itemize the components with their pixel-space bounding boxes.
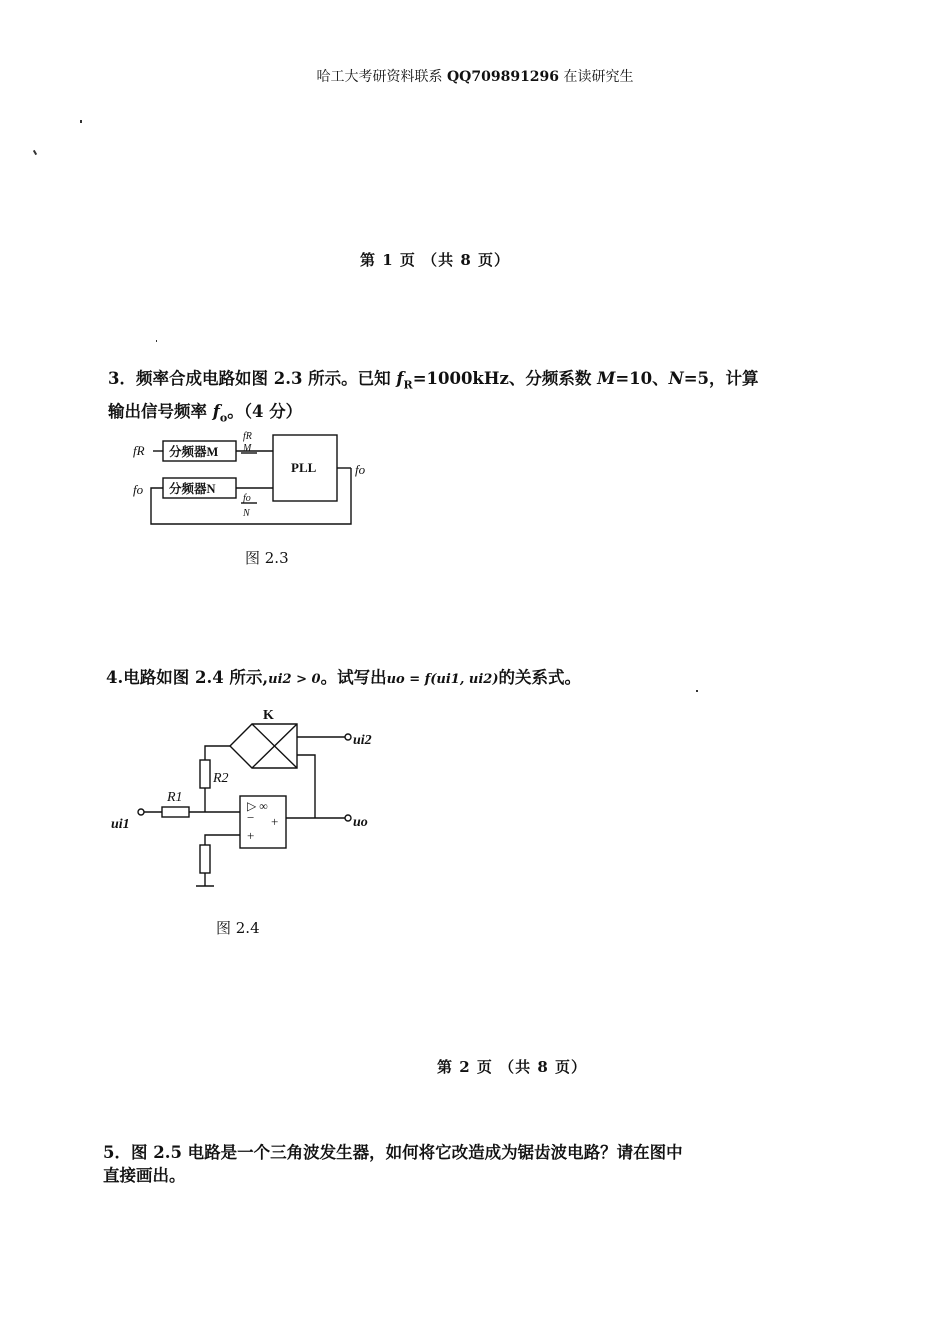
fr-input-label: fR	[133, 443, 145, 458]
frac-bot-numerator: fo	[243, 493, 251, 504]
ground-resistor	[200, 845, 210, 873]
divider-n-label: 分频器N	[169, 482, 216, 496]
q3-text-d: =5，计算	[683, 369, 759, 388]
divider-m-label: 分频器M	[169, 445, 219, 459]
header-prefix: 哈工大考研资料联系	[316, 69, 447, 85]
q3-text-b: =1000kHz、分频系数	[412, 369, 598, 388]
q3-line2-text-a: 输出信号频率	[108, 402, 213, 421]
ui1-label: ui1	[111, 817, 130, 832]
header-suffix: 在读研究生	[559, 69, 634, 85]
figure-2-3-diagram	[125, 420, 395, 532]
feedback-wire	[151, 468, 351, 524]
resistor-r1	[162, 807, 189, 817]
page-header	[0, 66, 950, 86]
scan-speck	[696, 690, 698, 692]
q3-fo-symbol: f	[212, 402, 220, 421]
fo-output-label: fo	[355, 462, 366, 477]
frac-bot-denominator: N	[243, 508, 250, 519]
q3-m-symbol: M	[597, 369, 616, 388]
q3-n-symbol: N	[668, 369, 684, 388]
multiplier-k-block	[230, 724, 297, 768]
uo-feedback-to-k-wire	[297, 755, 315, 818]
q3-line2-text-b: 。（4 分）	[227, 402, 303, 421]
ui2-label: ui2	[353, 733, 372, 748]
frac-top-numerator: fR	[243, 431, 252, 442]
question-3-line-1	[108, 365, 759, 391]
scan-speck	[33, 150, 37, 155]
resistor-r2	[200, 760, 210, 788]
q4-expression: uo = f(ui1, ui2)	[386, 672, 499, 687]
fo-feedback-label: fo	[133, 482, 144, 497]
frac-top-denominator: M	[243, 443, 252, 454]
ui1-terminal	[138, 809, 144, 815]
q4-condition: ui2 > 0	[268, 672, 321, 687]
q3-text-a: 3．频率合成电路如图 2.3 所示。已知	[108, 369, 397, 388]
uo-label: uo	[353, 815, 368, 830]
r2-label: R2	[213, 771, 229, 786]
q4-text-b: 。试写出	[320, 668, 387, 687]
header-contact: QQ709891296	[446, 69, 560, 85]
opamp-output-plus: +	[271, 814, 279, 829]
q3-fo-subscript: o	[219, 411, 228, 425]
k-to-r2-wire	[205, 746, 230, 760]
q4-text-c: 的关系式。	[498, 668, 581, 687]
q3-fr-subscript: R	[403, 378, 413, 392]
r1-label: R1	[167, 790, 183, 805]
opamp-plus-sign: +	[247, 828, 255, 843]
pll-label: PLL	[291, 460, 317, 475]
opamp-gain-label: ▷ ∞	[247, 799, 268, 813]
page-footer-1: 第 1 页 （共 8 页）	[360, 251, 510, 269]
scan-speck	[156, 340, 157, 342]
uo-terminal	[345, 815, 351, 821]
multiplier-k-label: K	[263, 708, 274, 723]
figure-2-4-diagram	[105, 700, 390, 900]
figure-2-3-caption: 图 2.3	[245, 549, 289, 567]
opamp-minus-sign: −	[247, 810, 255, 825]
question-5-line-2: 直接画出。	[103, 1166, 186, 1185]
page-footer-2: 第 2 页 （共 8 页）	[437, 1058, 587, 1076]
ui2-terminal	[345, 734, 351, 740]
figure-2-4-caption: 图 2.4	[216, 919, 260, 937]
q3-text-c: =10、	[615, 369, 669, 388]
question-5-line-1: 5．图 2.5 电路是一个三角波发生器，如何将它改造成为锯齿波电路？请在图中	[103, 1143, 683, 1162]
q3-fr-symbol: f	[396, 369, 404, 388]
q4-text-a: 4.电路如图 2.4 所示,	[106, 668, 269, 687]
question-4-text	[106, 664, 581, 688]
noninverting-wire	[205, 835, 240, 845]
scan-speck	[80, 120, 82, 123]
